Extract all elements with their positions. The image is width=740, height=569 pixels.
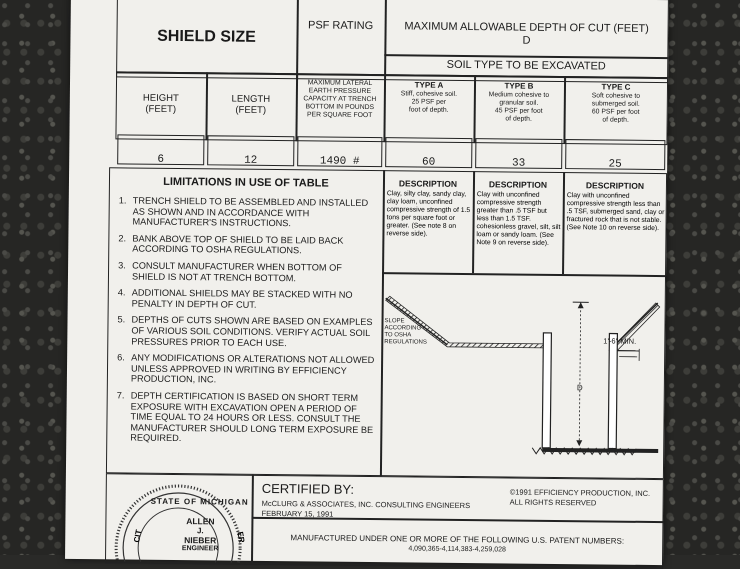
height-value: 6	[117, 153, 204, 166]
seal-last-name: NIEBER	[155, 535, 245, 546]
patents-notice: MANUFACTURED UNDER ONE OR MORE OF THE FOLLOWING U.S. PATENT NUMBERS:	[251, 533, 663, 546]
psf-description: MAXIMUM LATERAL EARTH PRESSURE CAPACITY AT TRENCH BOTTOM IN POUNDS PER SQUARE FOOT	[299, 79, 381, 120]
limitation-text: DEPTHS OF CUTS SHOWN ARE BASED ON EXAMPLES OF VARIOUS SOIL CONDITIONS. VERIFY ACTUAL SOIL PRESSURES PRIOR TO EACH USE.	[131, 315, 375, 349]
type-b-value: 33	[475, 157, 562, 170]
limitation-item	[118, 260, 376, 284]
type-c-value: 25	[565, 158, 665, 171]
limitation-text: TRENCH SHIELD TO BE ASSEMBLED AND INSTALLED AS SHOWN AND IN ACCORDANCE WITH MANUFACTURER'S INSTRUCTIONS.	[132, 196, 376, 230]
limitation-item	[118, 288, 376, 312]
type-c-title: TYPE C	[564, 82, 668, 92]
limitation-number: 2.	[118, 233, 132, 254]
patent-numbers: 4,090,365-4,114,383-4,259,028	[251, 544, 663, 555]
type-a-desc: Stiff, cohesive soil. 25 PSF per foot of depth.	[384, 90, 474, 115]
limitation-item	[116, 390, 375, 446]
limitations-title: LIMITATIONS IN USE OF TABLE	[109, 175, 383, 190]
type-a-title: TYPE A	[384, 80, 474, 90]
limitation-item	[118, 233, 376, 257]
type-b-desc: Medium cohesive to granular soil. 45 PSF per foot of depth.	[474, 91, 564, 124]
limitations-list	[116, 195, 377, 452]
type-b-description-title: DESCRIPTION	[473, 179, 563, 190]
soil-type-heading: SOIL TYPE TO BE EXCAVATED	[384, 58, 668, 73]
limitation-number: 4.	[118, 288, 132, 309]
limitation-number: 5.	[117, 315, 131, 347]
limitation-text: BANK ABOVE TOP OF SHIELD TO BE LAID BACK ACCORDING TO OSHA REGULATIONS.	[132, 233, 376, 257]
shield-data-sheet	[65, 0, 669, 565]
certification-date: FEBRUARY 15, 1991	[261, 509, 333, 519]
min-clearance-label: 1'-6" MIN.	[603, 336, 636, 345]
seal-role: ENGINEER	[155, 545, 245, 553]
limitation-item	[118, 195, 376, 229]
shield-size-heading: SHIELD SIZE	[116, 27, 296, 47]
limitation-text: ADDITIONAL SHIELDS MAY BE STACKED WITH NO PENALTY IN DEPTH OF CUT.	[132, 288, 376, 312]
limitation-number: 3.	[118, 260, 132, 281]
limitation-text: ANY MODIFICATIONS OR ALTERATIONS NOT ALLOWED UNLESS APPROVED IN WRITING BY EFFICIENCY PRODUCTION, INC.	[131, 353, 375, 387]
type-b-description: Clay with unconfined compressive strength greater than .5 TSF but less than 1.5 TSF. cohesionless gravel, silt, silt loam or sandy loam. (See Note 9 on reverse side).	[476, 191, 561, 248]
type-a-description-title: DESCRIPTION	[383, 178, 473, 189]
type-c-desc: Soft cohesive to submerged soil. 60 PSF per foot of depth.	[564, 92, 668, 125]
rights-reserved: ALL RIGHTS RESERVED	[510, 497, 597, 507]
max-depth-heading: MAXIMUM ALLOWABLE DEPTH OF CUT (FEET)	[385, 20, 669, 35]
length-value: 12	[207, 154, 294, 167]
limitation-text: DEPTH CERTIFICATION IS BASED ON SHORT TERM EXPOSURE WITH EXCAVATION OPEN A PERIOD OF TIME EQUAL TO 24 HOURS OR LESS. CONSULT THE MANUFACTURER SHOULD LONG TERM EXPOSURE BE REQUIRED.	[130, 390, 375, 446]
left-shield-wall	[542, 333, 551, 448]
seal-first-name: ALLEN	[155, 516, 245, 527]
seal-left-text: CIT	[132, 529, 143, 543]
right-shield-wall	[608, 334, 617, 449]
type-b-title: TYPE B	[474, 81, 564, 91]
type-c-description-title: DESCRIPTION	[563, 180, 667, 191]
type-a-description: Clay, silty clay, sandy clay, clay loam, unconfined compressive strength of 1.5 tons per square foot or greater. (See note 8 on reverse side).	[386, 190, 470, 239]
limitation-item	[117, 353, 375, 387]
length-heading: LENGTH (FEET)	[206, 93, 296, 116]
certified-by: CERTIFIED BY:	[262, 481, 354, 497]
limitation-number: 1.	[118, 195, 132, 227]
seal-right-text: ER	[235, 531, 246, 543]
type-c-description: Clay with unconfined compressive strength less than .5 TSF, submerged sand, clay or fractured rock that is not stable. (See Note 10 on reverse side).	[566, 192, 664, 233]
depth-label: D	[577, 383, 583, 392]
psf-rating-heading: PSF RATING	[297, 19, 385, 32]
engineers-name: McCLURG & ASSOCIATES, INC. CONSULTING ENGINEERS	[262, 499, 471, 510]
slope-label: SLOPE ACCORDING TO OSHA REGULATIONS	[384, 318, 444, 347]
limitation-number: 7.	[116, 390, 131, 443]
depth-dimension	[579, 302, 581, 446]
copyright: ©1991 EFFICIENCY PRODUCTION, INC.	[510, 487, 651, 497]
seal-initial: J.	[155, 526, 245, 536]
height-heading: HEIGHT (FEET)	[116, 92, 206, 115]
trench-diagram	[382, 276, 664, 475]
max-depth-symbol: D	[384, 33, 668, 48]
psf-value: 1490 #	[297, 155, 382, 168]
seal-state: STATE OF MICHIGAN	[146, 497, 254, 507]
type-a-value: 60	[385, 156, 472, 169]
limitation-number: 6.	[117, 353, 131, 385]
limitation-text: CONSULT MANUFACTURER WHEN BOTTOM OF SHIELD IS NOT AT TRENCH BOTTOM.	[132, 260, 376, 284]
limitation-item	[117, 315, 375, 349]
